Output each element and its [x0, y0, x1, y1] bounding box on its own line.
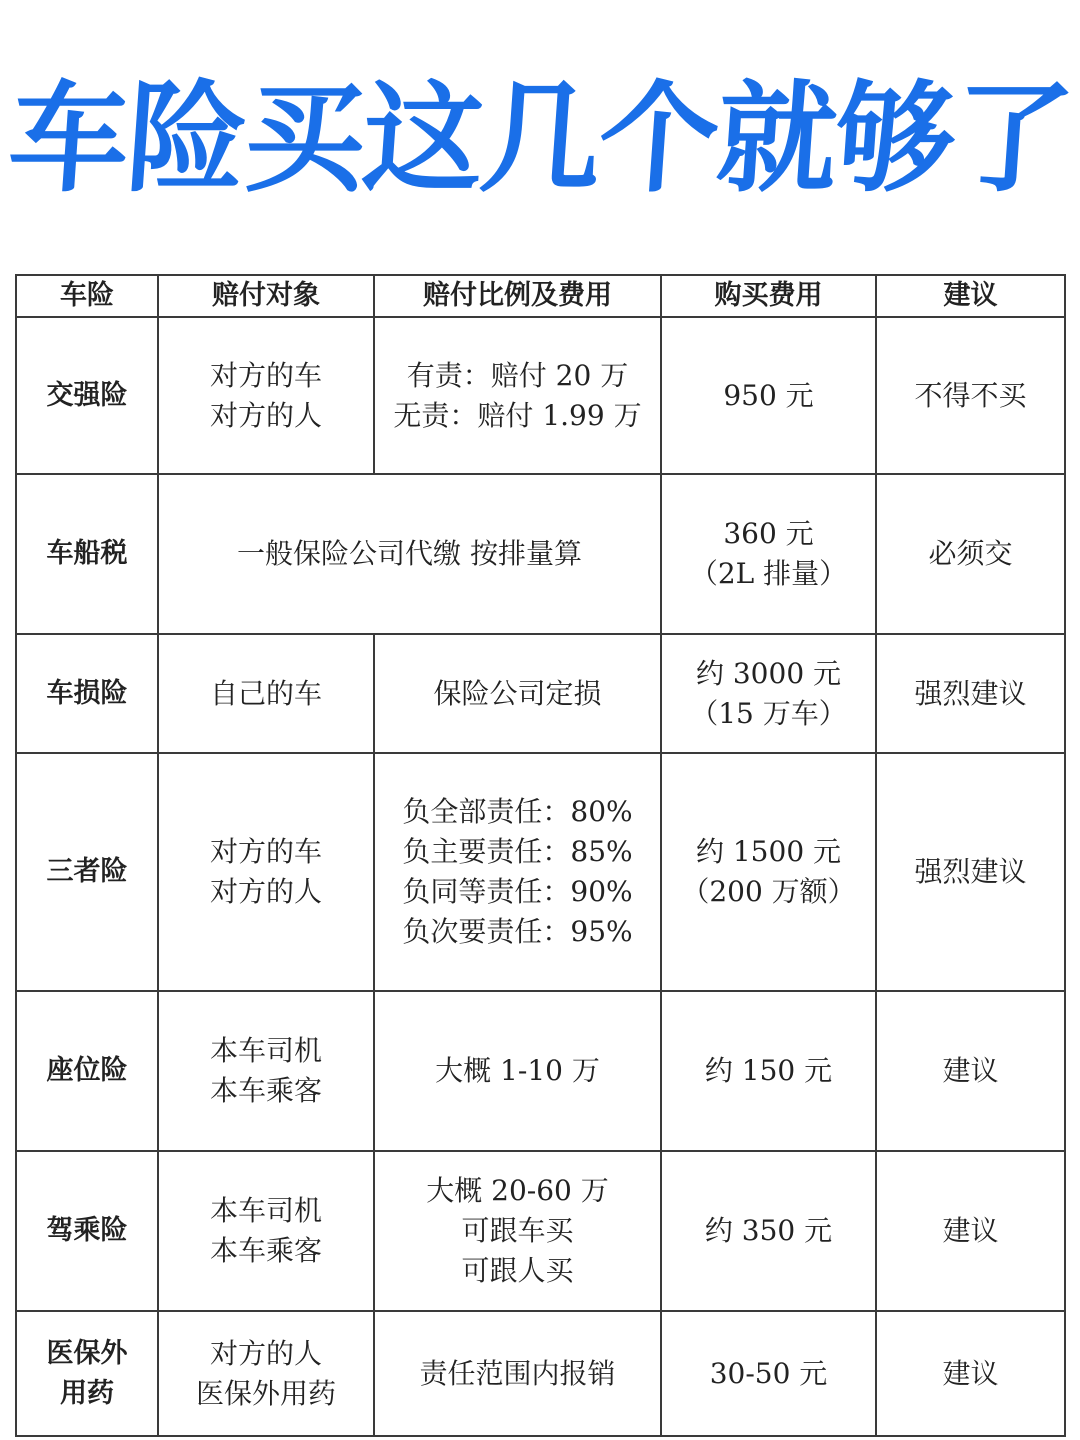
- insurance-name-cell-line: 三者险: [46, 856, 128, 887]
- payout-target-cell-line: 本车司机: [209, 1034, 322, 1067]
- table-row: [16, 317, 1065, 474]
- payout-ratio-cell: [374, 1311, 661, 1436]
- payout-target-cell-line: 对方的人: [209, 875, 322, 908]
- advice-cell: 建议: [876, 991, 1065, 1151]
- payout-ratio-cell-line: 负同等责任：90%: [402, 875, 633, 908]
- cost-cell: [661, 753, 876, 991]
- table-header-row: [16, 275, 1065, 317]
- table-row: [16, 753, 1065, 991]
- cost-cell-line: （200 万额）: [681, 875, 856, 908]
- header-cost: 购买费用: [661, 275, 876, 317]
- advice-cell: 不得不买: [876, 317, 1065, 474]
- cost-cell: [661, 1311, 876, 1436]
- insurance-name-cell-line: 车船税: [46, 538, 128, 569]
- insurance-name-cell: [16, 1151, 158, 1311]
- insurance-name-cell: [16, 991, 158, 1151]
- payout-ratio-cell: [374, 634, 661, 753]
- advice-cell: 建议: [876, 1151, 1065, 1311]
- payout-target-cell-line: 本车乘客: [209, 1234, 322, 1267]
- payout-target-cell: [158, 1151, 374, 1311]
- table-row: [16, 474, 1065, 634]
- advice-cell: 强烈建议: [876, 634, 1065, 753]
- table-row: [16, 1311, 1065, 1436]
- payout-ratio-cell-line: 有责：赔付 20 万: [406, 358, 629, 392]
- payout-target-cell-line: 对方的车: [209, 358, 322, 392]
- payout-ratio-cell-line: 大概 20-60 万: [426, 1174, 609, 1207]
- payout-target-cell-line: 本车乘客: [209, 1074, 322, 1107]
- insurance-name-cell-line: 座位险: [46, 1055, 128, 1086]
- insurance-name-cell-line: 驾乘险: [46, 1215, 128, 1246]
- cost-cell: [661, 634, 876, 753]
- payout-ratio-cell-line: 责任范围内报销: [419, 1356, 616, 1390]
- advice-cell: 强烈建议: [876, 753, 1065, 991]
- cost-cell-line: 30-50 元: [709, 1356, 828, 1390]
- payout-ratio-cell: [374, 1151, 661, 1311]
- cost-cell-line: 约 150 元: [704, 1054, 833, 1087]
- cost-cell-line: 950 元: [723, 378, 814, 412]
- payout-target-cell-line: 对方的人: [209, 1336, 322, 1370]
- cost-cell-line: 约 350 元: [704, 1214, 833, 1247]
- payout-ratio-cell-line: 可跟人买: [461, 1254, 574, 1287]
- header-payout-target: 赔付对象: [158, 275, 374, 317]
- insurance-name-cell: [16, 753, 158, 991]
- cost-cell-line: （15 万车）: [690, 696, 847, 730]
- table-row: [16, 991, 1065, 1151]
- payout-ratio-cell-line: 负次要责任：95%: [402, 915, 633, 948]
- insurance-name-cell: [16, 317, 158, 474]
- payout-target-cell-line: 对方的人: [209, 398, 322, 432]
- payout-ratio-cell: [374, 753, 661, 991]
- cost-cell-line: 约 1500 元: [695, 835, 842, 868]
- insurance-name-cell: [16, 634, 158, 753]
- cost-cell: [661, 317, 876, 474]
- payout-target-cell-line: 自己的车: [209, 676, 322, 710]
- payout-ratio-cell-line: 负主要责任：85%: [402, 835, 633, 868]
- cost-cell: [661, 474, 876, 634]
- insurance-name-cell: [16, 1311, 158, 1436]
- header-payout-ratio: 赔付比例及费用: [374, 275, 661, 317]
- cost-cell-line: 约 3000 元: [695, 656, 842, 690]
- cost-cell-line: 360 元: [723, 517, 814, 550]
- payout-ratio-cell-line: 大概 1-10 万: [435, 1054, 600, 1087]
- payout-ratio-cell-line: 保险公司定损: [433, 676, 602, 710]
- payout-ratio-cell-line: 可跟车买: [461, 1214, 574, 1247]
- advice-cell: 必须交: [876, 474, 1065, 634]
- payout-target-cell: [158, 317, 374, 474]
- payout-target-cell: [158, 634, 374, 753]
- payout-ratio-cell-line: 负全部责任：80%: [402, 795, 633, 828]
- payout-target-cell-line: 医保外用药: [195, 1376, 336, 1410]
- insurance-name-cell-line: 车损险: [46, 677, 128, 709]
- payout-target-cell-line: 对方的车: [209, 835, 322, 868]
- cost-cell: [661, 991, 876, 1151]
- payout-target-cell: [158, 991, 374, 1151]
- table-row: [16, 1151, 1065, 1311]
- payout-ratio-cell-line: 无责：赔付 1.99 万: [393, 398, 642, 432]
- advice-cell: 建议: [876, 1311, 1065, 1436]
- header-insurance: 车险: [16, 275, 158, 317]
- table-row: [16, 634, 1065, 753]
- merged-description-cell-line: 一般保险公司代缴 按排量算: [237, 537, 582, 570]
- insurance-name-cell-line: 交强险: [46, 379, 128, 411]
- payout-target-cell: [158, 753, 374, 991]
- merged-description-cell: [158, 474, 661, 634]
- header-advice: 建议: [876, 275, 1065, 317]
- payout-ratio-cell: [374, 991, 661, 1151]
- cost-cell-line: （2L 排量）: [689, 557, 848, 590]
- insurance-name-cell-line: 医保外: [46, 1337, 128, 1369]
- insurance-name-cell-line: 用药: [60, 1377, 114, 1409]
- page-title: 车险买这几个就够了: [4, 70, 1076, 209]
- payout-target-cell: [158, 1311, 374, 1436]
- insurance-table: [15, 274, 1066, 1437]
- cost-cell: [661, 1151, 876, 1311]
- payout-ratio-cell: [374, 317, 661, 474]
- payout-target-cell-line: 本车司机: [209, 1194, 322, 1227]
- insurance-name-cell: [16, 474, 158, 634]
